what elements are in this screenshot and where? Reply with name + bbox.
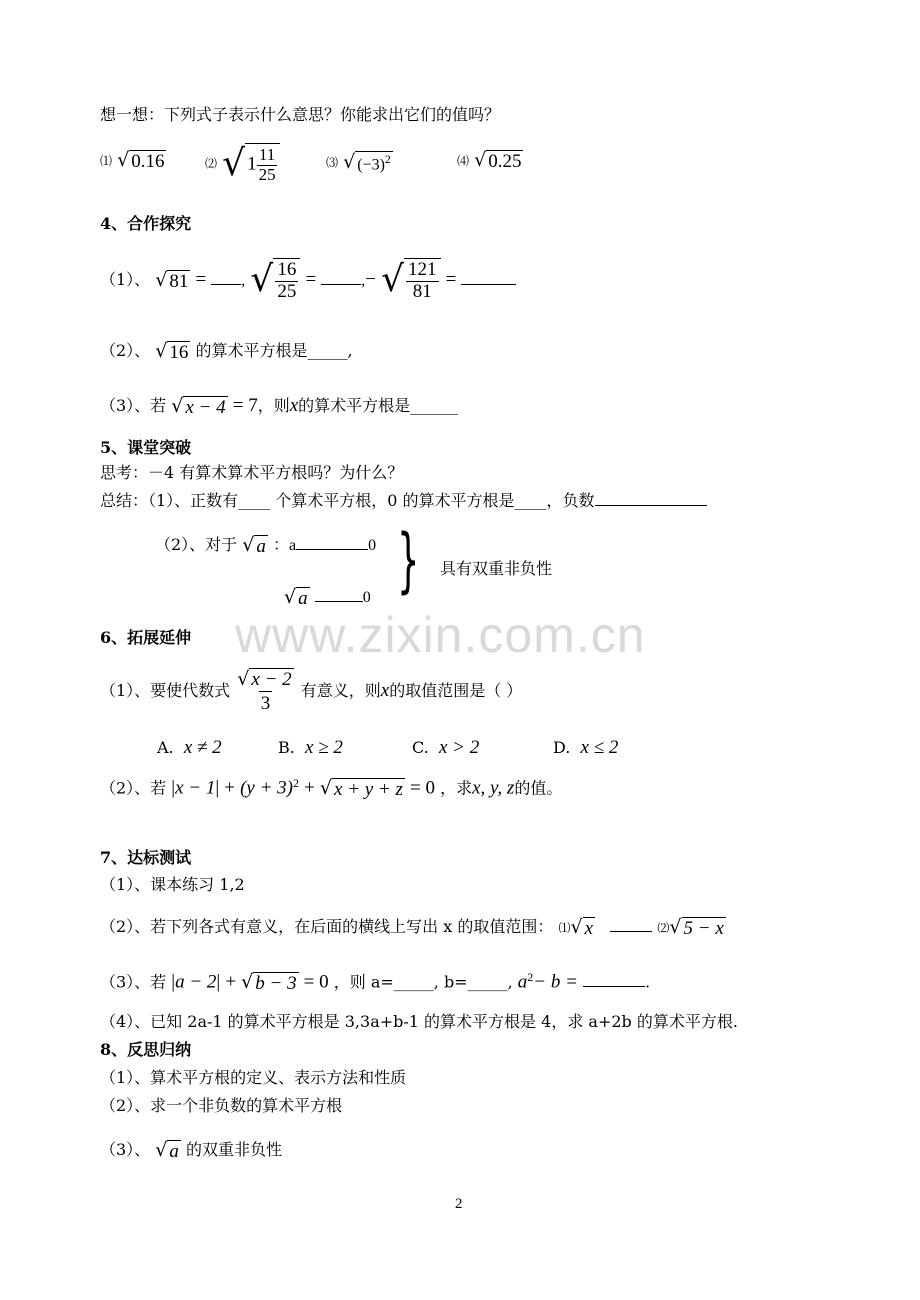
sec4-q1: （1）、 √ 81 = , √ $\frac{16}{25}$ = ,− √ $\frac{121}{81}$ =	[100, 258, 516, 303]
think-prompt: 想一想：下列式子表示什么意思？你能求出它们的值吗？	[100, 105, 501, 124]
radical-sign: √	[117, 149, 130, 171]
radicand: 0.16	[131, 151, 165, 172]
sec8-item-3: （3）、 √ a 的双重非负性	[100, 1139, 282, 1162]
right-brace: }	[397, 519, 420, 601]
sec8-item-2: （2）、求一个非负数的算术平方根	[100, 1096, 343, 1115]
sec8-item-1: （1）、算术平方根的定义、表示方法和性质	[100, 1068, 407, 1087]
section-4-title: 4、合作探究	[100, 214, 192, 233]
radicand: 1 $\frac{11}{25}$	[245, 143, 280, 184]
radical-sign: √	[222, 142, 246, 184]
sec4-q3: （3）、若 √ x − 4 = 7，则x的算术平方根是______	[100, 395, 459, 418]
radical-sign: √	[669, 916, 682, 938]
section-7-title: 7、达标测试	[100, 848, 192, 867]
brace-text: 具有双重非负性	[440, 559, 553, 578]
item-number: ⑷	[457, 154, 470, 168]
section-6-title: 6、拓展延伸	[100, 628, 192, 647]
radical-sign: √	[155, 340, 168, 362]
radical-sign: √	[237, 668, 250, 690]
radical-sign: √	[570, 916, 583, 938]
radical-sign: √	[250, 259, 274, 301]
item-number: ⑴	[100, 154, 113, 168]
radical-sign: √	[381, 259, 405, 301]
option-c[interactable]: C. x > 2	[412, 737, 480, 758]
sec5-think: 思考：－4 有算术算术平方根吗？为什么？	[100, 463, 404, 482]
radical-sign: √	[155, 268, 168, 291]
sec7-q3: （3）、若 |a − 2| + √ b − 3 = 0 ，则 a=_____, b=_____, $a^2- b$ = .	[100, 970, 651, 995]
think-item-2	[205, 143, 280, 184]
radical-sign: √	[242, 534, 255, 556]
radicand: 0.25	[488, 151, 522, 172]
watermark: www.zixin.com.cn	[235, 607, 646, 663]
radical-sign: √	[284, 586, 297, 608]
sec7-q1: （1）、课本练习 1,2	[100, 875, 245, 894]
think-item-3	[326, 151, 393, 173]
item-number: ⑵	[205, 156, 218, 171]
sec5-summary: 总结：（1）、正数有____ 个算术平方根，0 的算术平方根是____，负数	[100, 493, 707, 509]
radical-sign: √	[155, 1139, 168, 1161]
think-item-1	[100, 150, 166, 171]
page-number: 2	[455, 1196, 463, 1212]
sec6-q1: （1）、要使代数式 $\frac{√ x - 2}{3}$ 有意义，则x的取值范围是（ ）	[100, 668, 523, 714]
sec7-q4: （4）、已知 2a-1 的算术平方根是 3,3a+b-1 的算术平方根是 4，求 a+2b 的算术平方根.	[100, 1012, 738, 1031]
radical-sign: √	[171, 395, 184, 417]
option-b[interactable]: B. x ≥ 2	[278, 737, 343, 758]
section-5-title: 5、课堂突破	[100, 438, 192, 457]
radicand: $(-3)^2$	[357, 152, 391, 174]
option-a[interactable]: A. x ≠ 2	[157, 737, 222, 758]
sec4-q2: （2）、 √ 16 的算术平方根是_____,	[100, 340, 353, 363]
radical-sign: √	[241, 971, 254, 994]
radical-sign: √	[343, 150, 356, 173]
sec7-q2: （2）、若下列各式有意义，在后面的横线上写出 x 的取值范围： ⑴√ x ⑵√ 5 − x	[100, 916, 724, 939]
option-d[interactable]: D. x ≤ 2	[553, 737, 619, 758]
sec5-s2-line2: √ a 0	[284, 586, 371, 609]
item-number: ⑶	[326, 155, 339, 170]
radical-sign: √	[474, 149, 487, 171]
think-item-4	[457, 150, 523, 171]
sec5-s2: （2）、对于 √ a ：a 0	[155, 534, 377, 557]
sec6-q2: （2）、若 $|x - 1| + (y + 3)^2$ + √ x + y + z = 0 ，求x, y, z的值。	[100, 776, 563, 801]
radical-sign: √	[319, 777, 333, 800]
section-8-title: 8、反思归纳	[100, 1040, 192, 1059]
